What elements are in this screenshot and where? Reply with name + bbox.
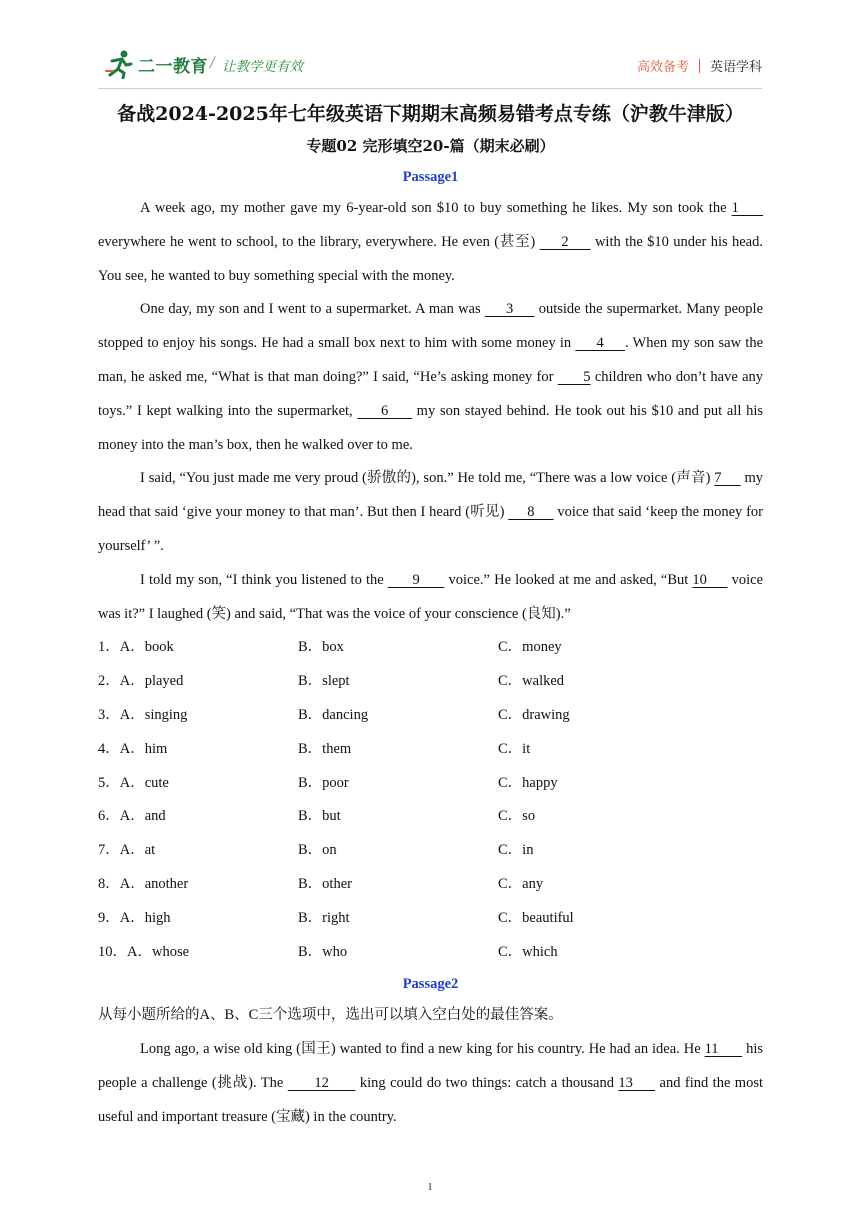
blank-3: 3 <box>484 301 535 318</box>
blank-12: 12 <box>287 1074 356 1091</box>
logo-text: 二一教育 <box>138 56 208 77</box>
question-number: 1． <box>98 639 120 656</box>
header-right <box>637 56 762 75</box>
text-run: I told my son, “I think you listened to the <box>140 571 388 588</box>
option-a-text: A．him <box>119 740 168 757</box>
option-c: C．any <box>498 875 544 892</box>
blank-11: 11 <box>704 1041 743 1058</box>
text-run: king could do two things: catch a thousand <box>355 1074 619 1091</box>
question-number: 3． <box>98 706 120 723</box>
header-separator <box>699 59 700 73</box>
passage2-instruction: 从每小题所给的A、B、C三个选项中，选出可以填入空白处的最佳答案。 <box>98 1007 563 1024</box>
text-run: voice was it?” I laughed (笑) and said, “That was the voice of your conscience (良知).” <box>98 571 763 622</box>
option-b: B．slept <box>298 673 350 690</box>
option-row <box>98 631 763 665</box>
option-b: B．other <box>298 875 352 892</box>
option-a <box>98 631 298 665</box>
text-run: voice that said ‘keep the money for yourself’ ”. <box>98 504 764 554</box>
option-b: B．on <box>298 842 337 859</box>
option-a-text: A．at <box>119 842 156 859</box>
slogan: 让教学更有效 <box>222 59 303 75</box>
option-a-text: A．cute <box>119 774 169 791</box>
option-row <box>98 767 763 801</box>
text-run: voice.” He looked at me and asked, “But <box>444 571 693 588</box>
option-b: B．them <box>298 740 352 757</box>
text-run: my son stayed behind. He took out his $10 and put all his money into the man’s box, then he walked over to me. <box>98 402 763 453</box>
option-a <box>98 767 298 801</box>
text-run: A week ago, my mother gave my 6-year-old son $10 to buy something he likes. My son took the <box>140 200 732 216</box>
passage1-heading: Passage1 <box>402 169 459 185</box>
document-body <box>98 96 763 1135</box>
option-a <box>98 868 298 902</box>
passage1-paragraph-3 <box>98 462 763 563</box>
blank-6: 6 <box>357 402 412 419</box>
option-row <box>98 699 763 733</box>
option-c: C．happy <box>498 774 558 791</box>
option-a <box>98 936 298 970</box>
blank-4: 4 <box>575 335 625 352</box>
question-number: 10． <box>98 943 127 960</box>
option-a-text: A．whose <box>127 943 190 960</box>
blank-9: 9 <box>387 571 445 588</box>
option-row <box>98 868 763 902</box>
blank-7: 7 <box>714 470 741 487</box>
header-tag: 高效备考 <box>636 60 689 75</box>
option-c: C．which <box>498 943 558 960</box>
text-run: Long ago, a wise old king (国王) wanted to find a new king for his country. He had an idea. He <box>140 1041 705 1058</box>
blank-10: 10 <box>692 571 728 588</box>
option-a-text: A．played <box>119 673 184 690</box>
option-a <box>98 699 298 733</box>
text-run: One day, my son and I went to a supermarket. A man was <box>140 301 485 318</box>
option-b: B．who <box>298 943 348 960</box>
text-run: with the $10 under his head. You see, he wanted to buy something special with the money. <box>98 233 763 284</box>
text-run: everywhere he went to school, to the library, everywhere. He even (甚至) <box>98 233 540 250</box>
option-c: C．in <box>498 842 534 859</box>
blank-2: 2 <box>539 233 591 250</box>
option-b: B．right <box>298 909 350 926</box>
document-subtitle: 专题02 完形填空20-篇（期末必刷） <box>306 137 555 155</box>
text-run: children who don’t have any toys.” I kept walking into the supermarket, <box>98 368 764 419</box>
text-run: . When my son saw the man, he asked me, “What is that man doing?” I said, “He’s asking money for <box>98 335 764 385</box>
passage1-paragraph-1 <box>98 192 763 293</box>
text-run: his people a challenge (挑战). The <box>98 1041 764 1091</box>
option-c: C．money <box>498 639 562 656</box>
text-run: I said, “You just made me very proud (骄傲的), son.” He told me, “There was a low voice (声音) <box>140 470 715 487</box>
option-row <box>98 800 763 834</box>
option-a <box>98 733 298 767</box>
option-a-text: A．book <box>119 639 174 656</box>
passage2-paragraph-1 <box>98 1033 763 1134</box>
option-a <box>98 902 298 936</box>
question-number: 7． <box>98 842 120 859</box>
blank-13: 13 <box>618 1074 656 1091</box>
option-b: B．dancing <box>298 706 369 723</box>
option-row <box>98 733 763 767</box>
header-divider: / <box>210 55 215 71</box>
option-row <box>98 936 763 970</box>
text-run: and find the most useful and important treasure (宝藏) in the country. <box>98 1074 764 1125</box>
option-row <box>98 665 763 699</box>
option-b: B．poor <box>298 774 349 791</box>
option-a-text: A．singing <box>119 706 188 723</box>
question-number: 4． <box>98 740 120 757</box>
option-c: C．drawing <box>498 706 570 723</box>
logo <box>104 46 208 82</box>
option-b: B．box <box>298 639 344 656</box>
option-a <box>98 665 298 699</box>
text-run: my head that said ‘give your money to that man’. But then I heard (听见) <box>98 470 764 521</box>
option-c: C．beautiful <box>498 909 574 926</box>
passage1-options <box>98 631 763 969</box>
option-a <box>98 800 298 834</box>
header-subject: 英语学科 <box>709 60 762 75</box>
document-title: 备战2024-2025年七年级英语下期期末高频易错考点专练（沪教牛津版） <box>117 103 744 125</box>
header-rule <box>98 88 762 89</box>
option-c: C．so <box>498 808 536 825</box>
question-number: 9． <box>98 909 120 926</box>
runner-logo-icon <box>104 49 134 79</box>
option-b: B．but <box>298 808 341 825</box>
option-a-text: A．another <box>119 875 189 892</box>
question-number: 6． <box>98 808 120 825</box>
passage1-paragraph-4 <box>98 564 763 632</box>
page-number: 1 <box>427 1181 433 1193</box>
passage2-heading: Passage2 <box>402 976 459 993</box>
option-row <box>98 902 763 936</box>
page-header <box>0 0 860 92</box>
option-a <box>98 834 298 868</box>
question-number: 5． <box>98 774 120 791</box>
blank-8: 8 <box>508 504 554 521</box>
question-number: 8． <box>98 875 120 892</box>
passage1-paragraph-2 <box>98 293 763 462</box>
question-number: 2． <box>98 673 120 690</box>
text-run: outside the supermarket. Many people stopped to enjoy his songs. He had a small box next to him with some money in <box>98 301 764 352</box>
option-a-text: A．and <box>119 808 166 825</box>
blank-5: 5 <box>557 368 591 385</box>
option-row <box>98 834 763 868</box>
option-c: C．it <box>498 740 531 757</box>
blank-1: 1 <box>731 200 764 216</box>
option-c: C．walked <box>498 673 565 690</box>
option-a-text: A．high <box>119 909 171 926</box>
